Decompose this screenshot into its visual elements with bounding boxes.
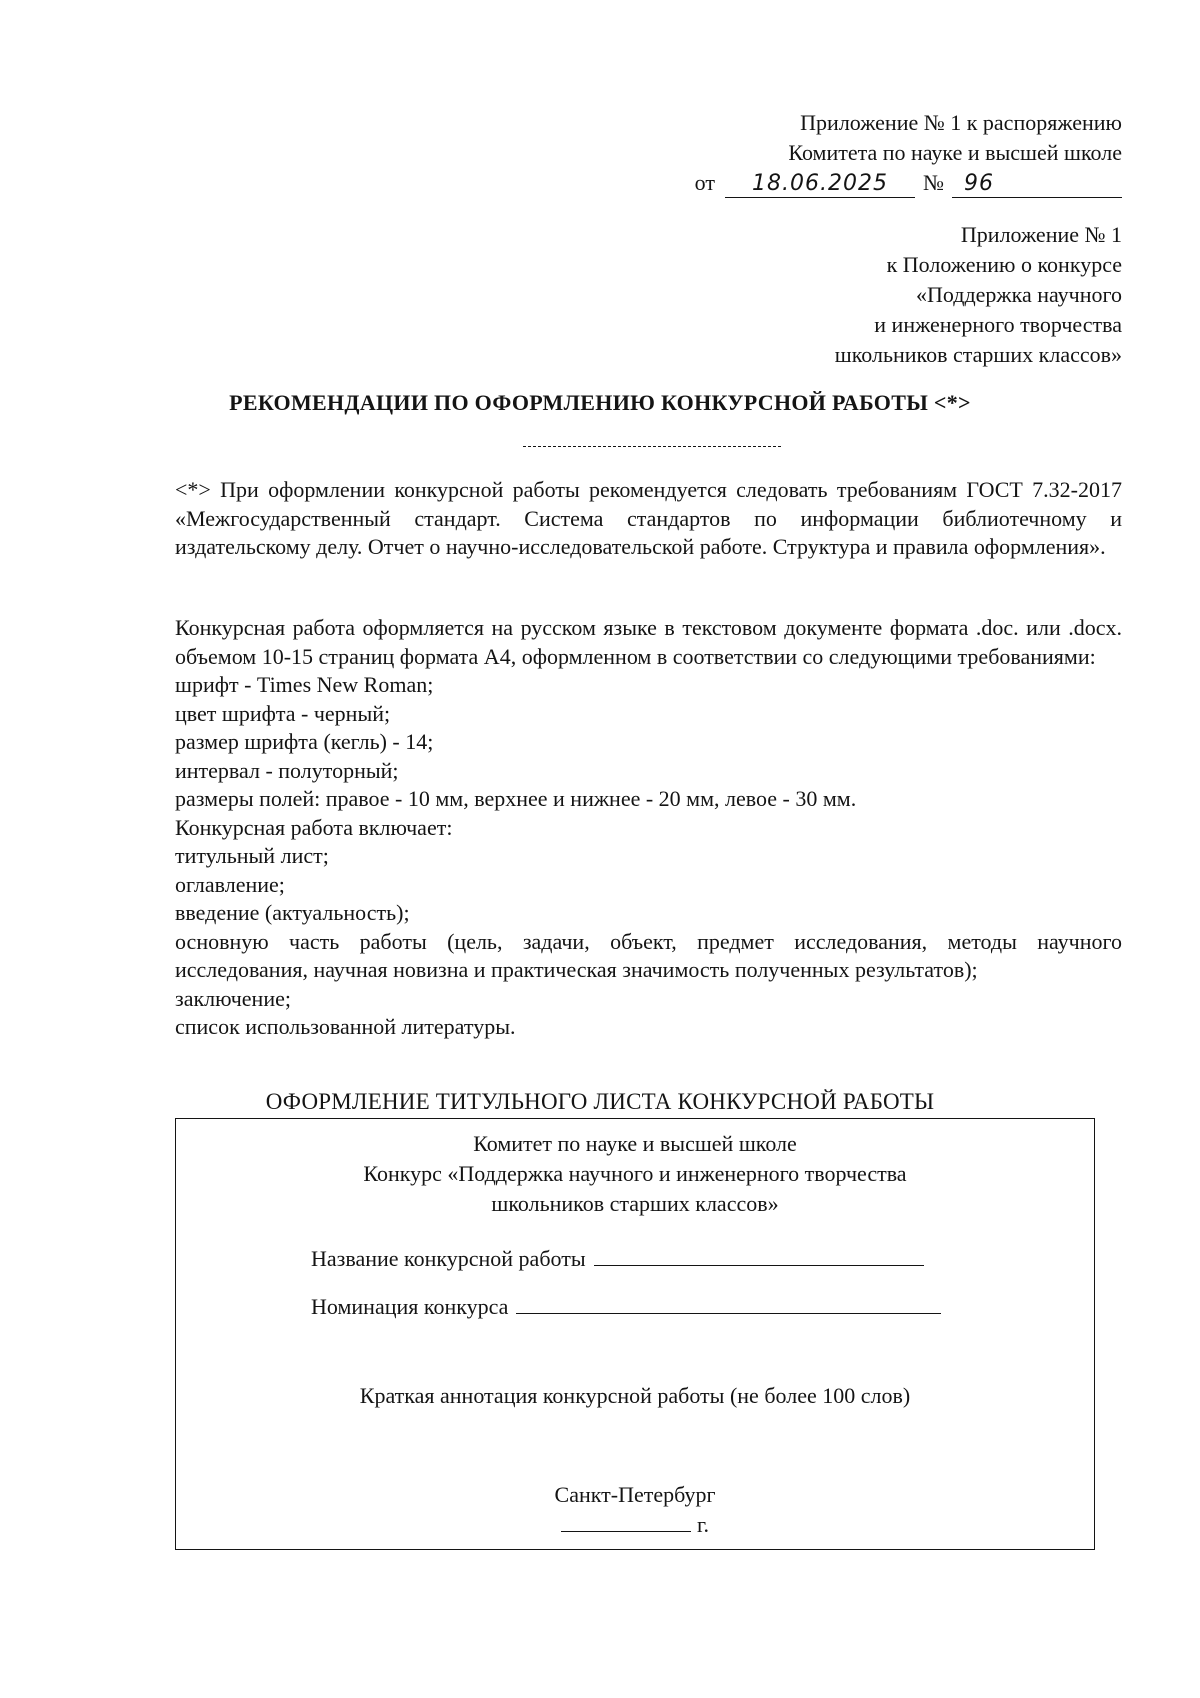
list-item: список использованной литературы.	[175, 1014, 516, 1039]
order-from-label: от	[694, 170, 715, 195]
order-number-label: №	[923, 170, 944, 195]
regulation-line3: «Поддержка научного	[916, 282, 1122, 307]
work-name-blank-line	[594, 1243, 924, 1266]
section-title: ОФОРМЛЕНИЕ ТИТУЛЬНОГО ЛИСТА КОНКУРСНОЙ РАБОТЫ	[265, 1089, 935, 1114]
regulation-line5: школьников старших классов»	[834, 342, 1122, 367]
regulation-line4: и инженерного творчества	[874, 312, 1122, 337]
footnote-separator	[523, 446, 781, 447]
list-item: заключение;	[175, 985, 291, 1011]
order-appendix-line2: Комитета по науке и высшей школе	[788, 140, 1122, 165]
footnote-text: <*> При оформлении конкурсной работы рекомендуется следовать требованиям ГОСТ 7.32-2017 «Межгосударственный стандарт. Система стандартов по информации библиотечному и издательскому делу. Отчет о научно-исследовательской работе. Структура и правила оформления».	[175, 477, 1122, 559]
work-name-field	[311, 1243, 924, 1272]
order-number-handwritten: 96	[952, 171, 1122, 198]
year-blank-line	[561, 1509, 691, 1532]
intro-paragraph: Конкурсная работа оформляется на русском языке в текстовом документе формата .doc. или .docx. объемом 10-15 страниц формата А4, оформленном в соответствии со следующими требованиями:	[175, 615, 1122, 669]
title-page-template-frame	[175, 1118, 1095, 1550]
list-item: размер шрифта (кегль) - 14;	[175, 729, 434, 754]
list-item: шрифт - Times New Roman;	[175, 672, 434, 697]
annotation-text: Краткая аннотация конкурсной работы (не более 100 слов)	[359, 1383, 911, 1408]
requirements-section	[175, 614, 1122, 1042]
regulation-appendix-header	[835, 220, 1122, 370]
list-item: титульный лист;	[175, 843, 329, 868]
list-item: интервал - полуторный;	[175, 757, 399, 783]
title-page-line2: Конкурс «Поддержка научного и инженерного творчества	[363, 1161, 907, 1186]
city-text: Санкт-Петербург	[554, 1482, 716, 1507]
order-date-number-line	[695, 168, 1122, 198]
list-item: оглавление;	[175, 871, 285, 897]
list-item: основную часть работы (цель, задачи, объект, предмет исследования, методы научного исследования, научная новизна и практическая значимость полученных результатов);	[175, 928, 1122, 982]
nomination-label: Номинация конкурса	[311, 1294, 509, 1319]
title-page-line3: школьников старших классов»	[491, 1191, 779, 1216]
list-item: введение (актуальность);	[175, 900, 410, 925]
order-date-handwritten: 18.06.2025	[725, 171, 915, 198]
work-name-label: Название конкурсной работы	[311, 1246, 586, 1271]
order-appendix-header	[695, 108, 1122, 198]
document-title: РЕКОМЕНДАЦИИ ПО ОФОРМЛЕНИЮ КОНКУРСНОЙ РАБОТЫ <*>	[229, 390, 971, 415]
title-page-line1: Комитет по науке и высшей школе	[473, 1131, 797, 1156]
list-item: цвет шрифта - черный;	[175, 700, 391, 726]
order-appendix-line1: Приложение № 1 к распоряжению	[800, 110, 1122, 135]
year-field	[176, 1509, 1094, 1538]
nomination-field	[311, 1291, 941, 1320]
includes-heading: Конкурсная работа включает:	[175, 814, 453, 840]
regulation-line2: к Положению о конкурсе	[886, 252, 1122, 277]
title-page-header	[176, 1129, 1094, 1219]
nomination-blank-line	[516, 1291, 941, 1314]
list-item: размеры полей: правое - 10 мм, верхнее и нижнее - 20 мм, левое - 30 мм.	[175, 786, 857, 811]
regulation-line1: Приложение № 1	[960, 222, 1122, 247]
year-suffix: г.	[696, 1512, 710, 1537]
